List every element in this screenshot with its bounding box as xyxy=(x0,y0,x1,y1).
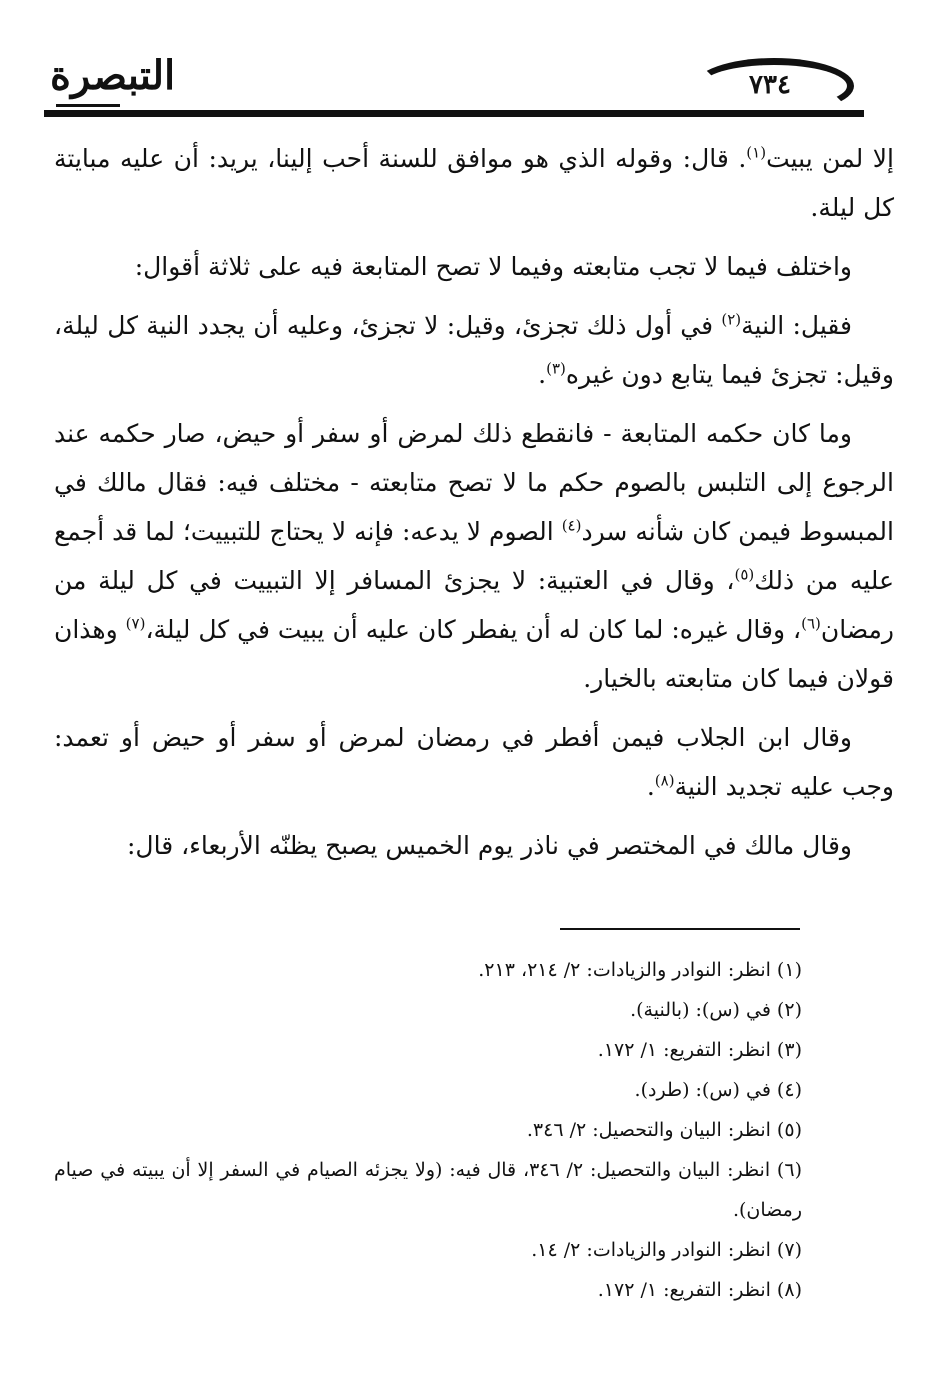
text-run: . xyxy=(538,360,547,389)
footnote-2: (٢) في (س): (بالنية). xyxy=(630,999,802,1021)
text-run: ، وقال في العتبية: لا يجزئ المسافر إلا التبييت في كل ليلة من رمضان xyxy=(54,566,894,644)
footnote-ref-2[interactable]: (٢) xyxy=(721,310,742,329)
paragraph-1 xyxy=(54,134,894,232)
footnote-4: (٤) في (س): (طرد). xyxy=(634,1079,802,1101)
paragraph-2: واختلف فيما لا تجب متابعته وفيما لا تصح المتابعة فيه على ثلاثة أقوال: xyxy=(134,252,852,281)
footnote-ref-3[interactable]: (٣) xyxy=(546,359,566,378)
footnote-ref-1[interactable]: (١) xyxy=(746,143,767,162)
footnote-3: (٣) انظر: التفريع: ١/ ١٧٢. xyxy=(597,1039,802,1061)
page-header xyxy=(44,44,904,124)
footnote-6: (٦) انظر: البيان والتحصيل: ٢/ ٣٤٦، قال فيه: (ولا يجزئه الصيام في السفر إلا أن يبيته في صيام رمضان). xyxy=(54,1159,802,1221)
text-run: وما كان حكمه المتابعة - فانقطع ذلك لمرض أو سفر أو حيض، صار حكمه عند الرجوع إلى التلبس بالصوم حكم ما لا تصح متابعته - مختلف فيه: فقال مالك في المبسوط فيمن كان شأنه سرد xyxy=(54,419,894,546)
footnote-7: (٧) انظر: النوادر والزيادات: ٢/ ١٤. xyxy=(531,1239,802,1261)
footnote-ref-4[interactable]: (٤) xyxy=(561,516,582,535)
page-number: ٧٣٤ xyxy=(749,70,791,100)
text-run: . قال: وقوله الذي هو موافق للسنة أحب إلينا، يريد: أن عليه مبايتة كل ليلة. xyxy=(54,144,894,222)
text-run: وقال ابن الجلاب فيمن أفطر في رمضان لمرض أو سفر أو حيض أو تعمد: وجب عليه تجديد النية xyxy=(54,723,894,801)
footnote-8: (٨) انظر: التفريع: ١/ ١٧٢. xyxy=(597,1279,802,1301)
footnotes xyxy=(54,950,802,1310)
paragraph-5 xyxy=(54,713,894,811)
text-run: . xyxy=(646,772,655,801)
paragraph-6: وقال مالك في المختصر في ناذر يوم الخميس يصبح يظنّه الأربعاء، قال: xyxy=(127,831,852,860)
paragraph-4 xyxy=(54,409,894,703)
footnote-ref-5[interactable]: (٥) xyxy=(734,565,755,584)
text-run: في أول ذلك تجزئ، وقيل: لا تجزئ، وعليه أن يجدد النية كل ليلة، وقيل: تجزئ فيما يتابع دون غيره xyxy=(54,311,894,389)
footnote-ref-6[interactable]: (٦) xyxy=(801,614,821,633)
text-run: وهذان قولان فيما كان متابعته بالخيار. xyxy=(54,615,894,693)
title-ornament xyxy=(56,104,120,107)
header-rule xyxy=(44,110,864,117)
footnote-separator xyxy=(560,928,800,930)
text-run: فقيل: النية xyxy=(741,311,852,340)
main-text xyxy=(54,134,894,880)
text-run: الصوم لا يدعه: فإنه لا يحتاج للتبييت؛ لما قد أجمع عليه من ذلك xyxy=(54,517,894,595)
text-run: ، وقال غيره: لما كان له أن يفطر كان عليه أن يبيت في كل ليلة، xyxy=(145,615,802,644)
footnote-5: (٥) انظر: البيان والتحصيل: ٢/ ٣٤٦. xyxy=(526,1119,802,1141)
paragraph-3 xyxy=(54,301,894,399)
book-title: التبصرة xyxy=(50,52,176,99)
footnote-ref-7[interactable]: (٧) xyxy=(125,614,146,633)
footnote-1: (١) انظر: النوادر والزيادات: ٢/ ٢١٤، ٢١٣. xyxy=(478,959,802,981)
footnote-ref-8[interactable]: (٨) xyxy=(654,771,675,790)
text-run: إلا لمن يبيت xyxy=(766,144,894,173)
